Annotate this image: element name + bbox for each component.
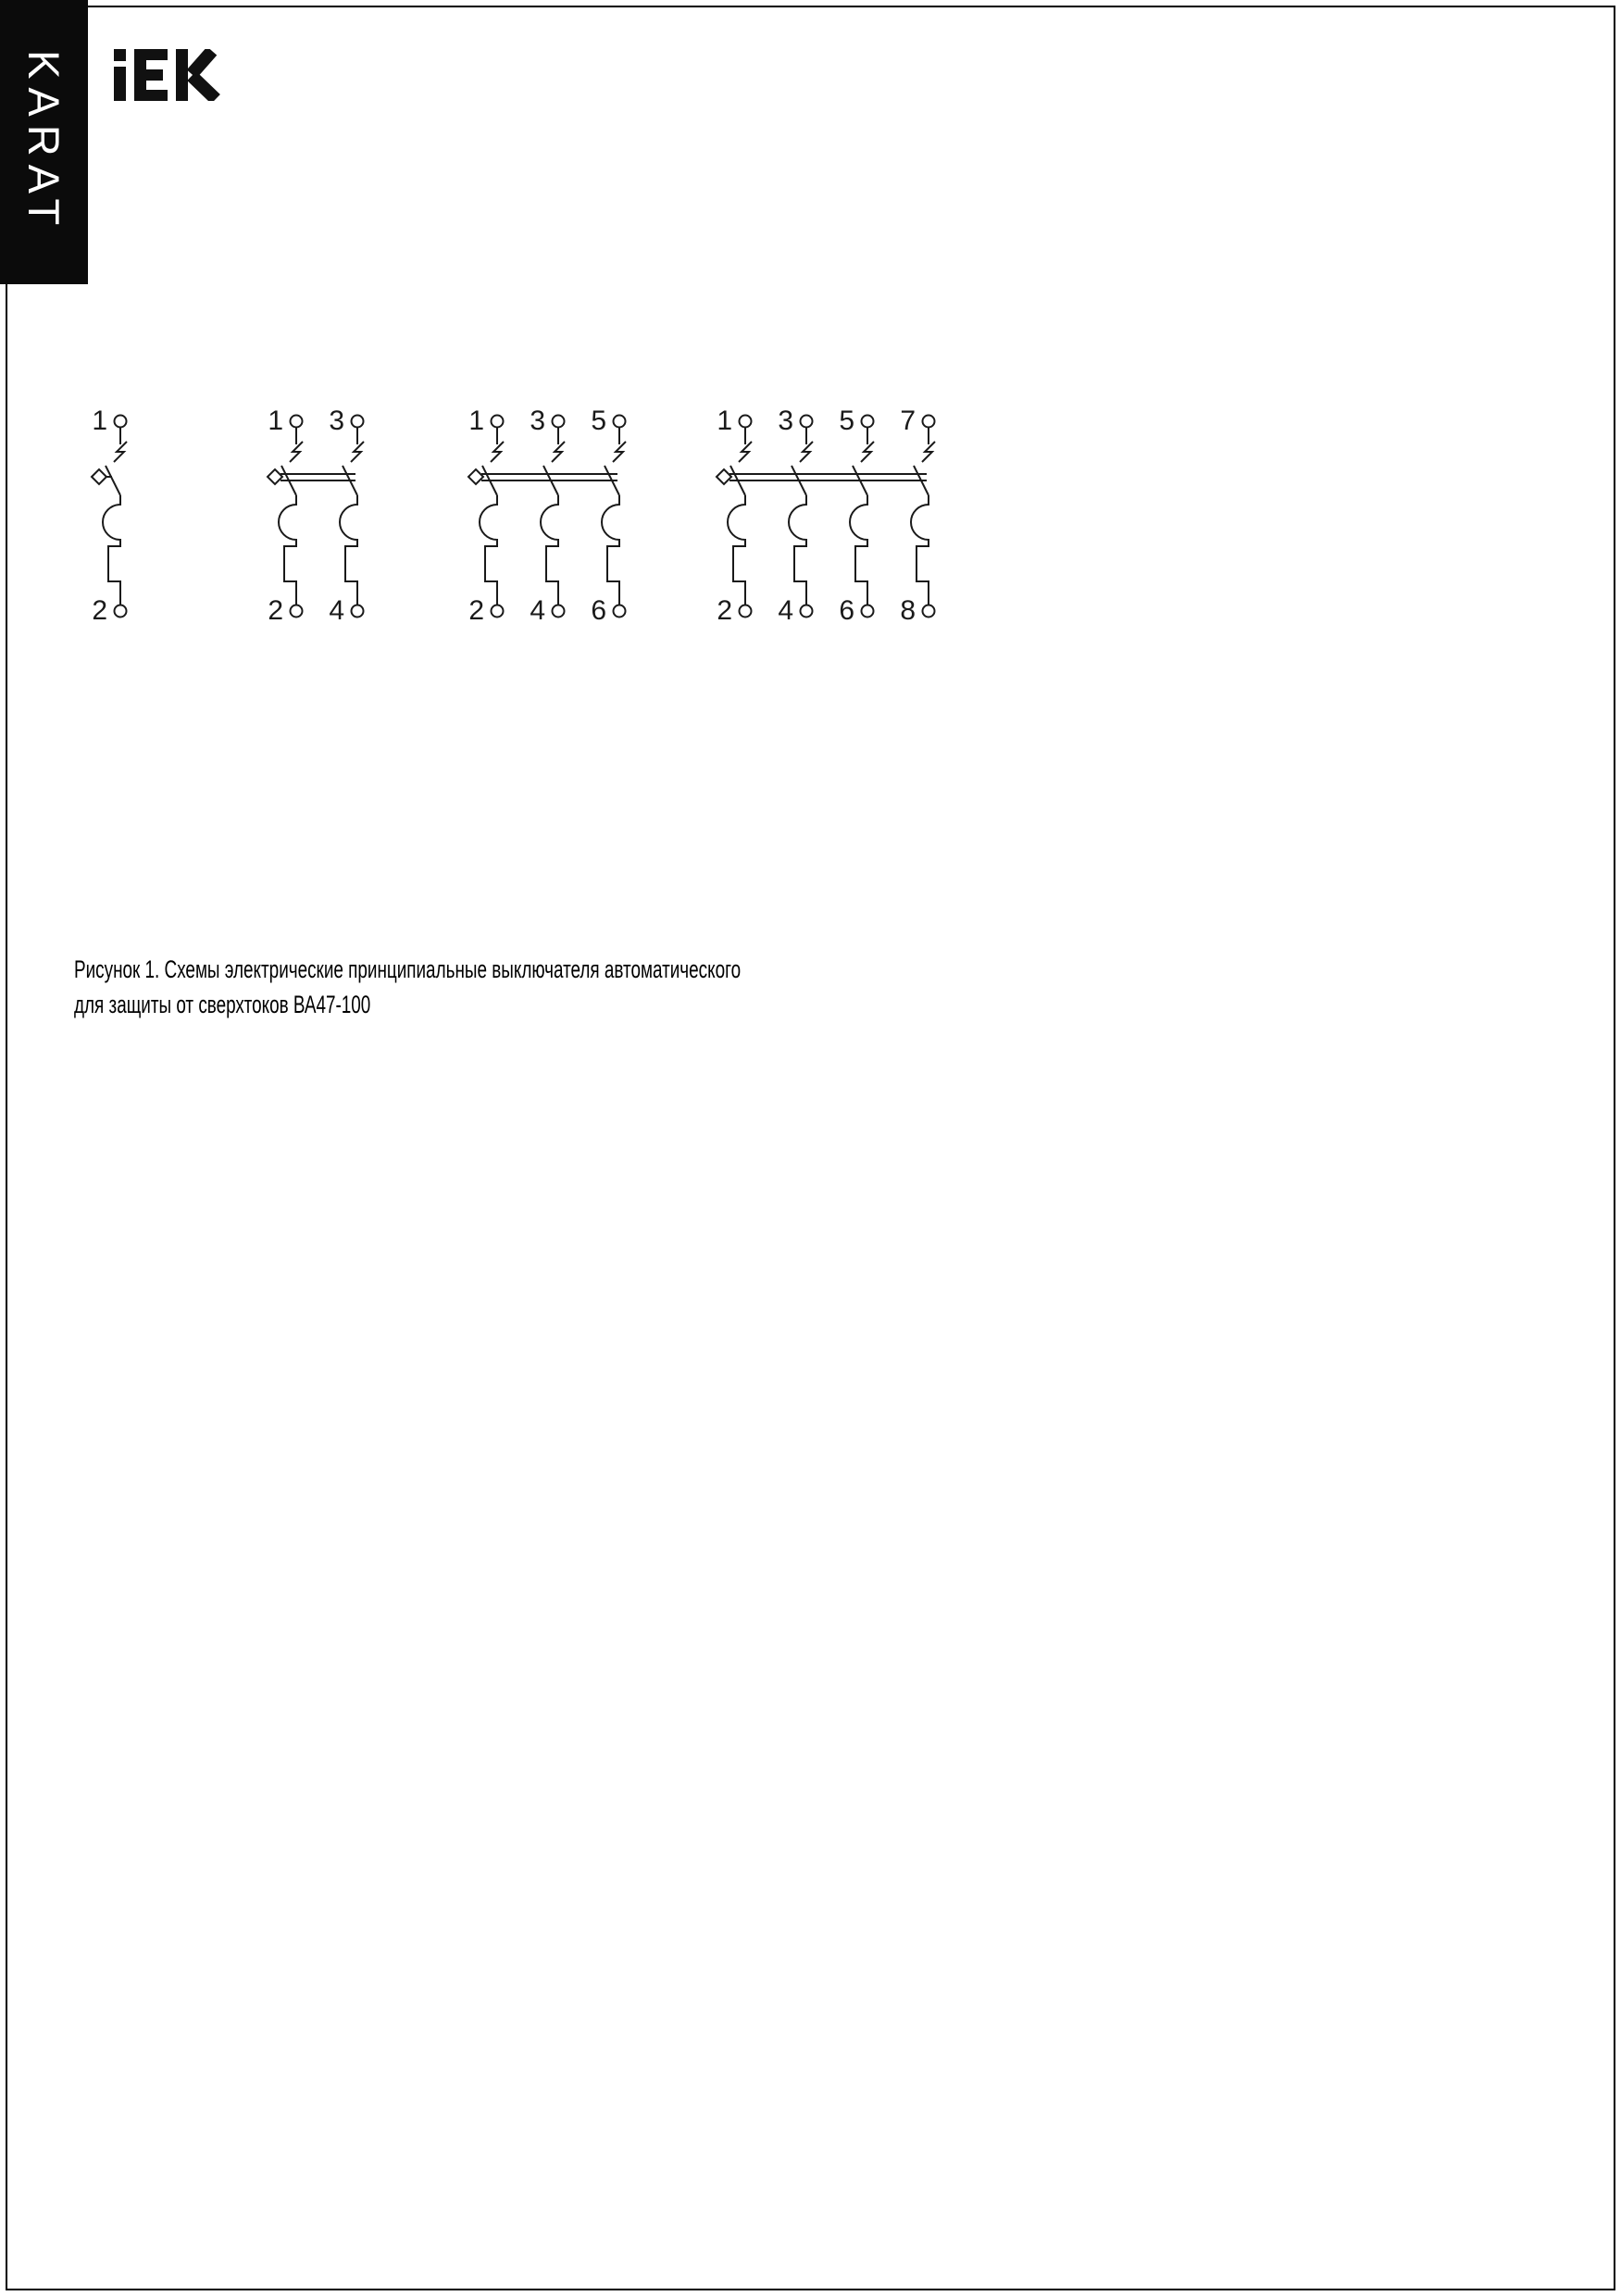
release-elements (480, 495, 497, 605)
bottom-terminal-number: 4 (778, 595, 793, 626)
top-terminal-circle (801, 416, 813, 428)
caption-line-1: Рисунок 1. Схемы электрические принципиальные выключателя автоматического (74, 955, 742, 983)
top-terminal-circle (115, 416, 127, 428)
contact-symbol (922, 442, 935, 462)
logo-e-top-bar (134, 49, 168, 60)
bottom-terminal-circle (614, 605, 626, 618)
caption-line-2: для защиты от сверхтоков ВА47-100 (74, 991, 371, 1018)
bottom-terminal-circle (115, 605, 127, 618)
logo-k-stem (176, 49, 188, 101)
bottom-terminal-number: 2 (717, 595, 732, 626)
schematic-1-pole (80, 401, 141, 637)
contact-symbol (491, 442, 504, 462)
release-elements (279, 495, 296, 605)
logo-i-dot (114, 49, 126, 61)
top-terminal-number: 3 (530, 406, 545, 436)
bottom-terminal-circle (923, 605, 935, 618)
top-terminal-circle (740, 416, 752, 428)
contact-blade (106, 466, 120, 495)
top-terminal-circle (923, 416, 935, 428)
release-elements (789, 495, 806, 605)
logo-i-stem (114, 67, 126, 101)
release-elements (850, 495, 867, 605)
release-elements (541, 495, 558, 605)
bottom-terminal-number: 2 (92, 595, 107, 626)
top-terminal-number: 1 (717, 406, 732, 436)
logo-k-lower-diagonal (192, 76, 216, 99)
series-banner (0, 0, 88, 284)
bottom-terminal-circle (352, 605, 364, 618)
mechanism-diamond (92, 469, 106, 484)
release-elements (728, 495, 745, 605)
schematic-2-pole (256, 401, 378, 637)
contact-symbol (351, 442, 364, 462)
contact-symbol (861, 442, 874, 462)
logo-e-mid-bar (134, 69, 163, 81)
top-terminal-number: 5 (591, 406, 606, 436)
schematic-svg-3-pole (456, 401, 640, 632)
contact-symbol (552, 442, 565, 462)
bottom-terminal-number: 2 (268, 595, 283, 626)
schematic-4-pole (705, 401, 949, 637)
top-terminal-circle (862, 416, 874, 428)
mechanism-diamond (468, 469, 483, 484)
top-terminal-circle (553, 416, 565, 428)
schematic-svg-4-pole (705, 401, 949, 632)
iek-logo (114, 49, 223, 101)
bottom-terminal-number: 4 (530, 595, 545, 626)
release-elements (911, 495, 929, 605)
top-terminal-circle (492, 416, 504, 428)
mechanism-diamond (717, 469, 731, 484)
top-terminal-number: 3 (778, 406, 793, 436)
release-elements (340, 495, 357, 605)
bottom-terminal-circle (862, 605, 874, 618)
page-frame-border (6, 6, 1615, 2290)
bottom-terminal-circle (740, 605, 752, 618)
top-terminal-number: 7 (900, 406, 916, 436)
schematic-3-pole (456, 401, 640, 637)
mechanism-diamond (268, 469, 282, 484)
schematic-svg-2-pole (256, 401, 378, 632)
logo-e-bottom-bar (134, 90, 168, 101)
top-terminal-number: 1 (468, 406, 484, 436)
contact-symbol (114, 442, 127, 462)
bottom-terminal-circle (553, 605, 565, 618)
figure-caption (74, 952, 741, 1022)
schematic-svg-1-pole (80, 401, 141, 632)
bottom-terminal-number: 2 (468, 595, 484, 626)
top-terminal-circle (352, 416, 364, 428)
bottom-terminal-circle (291, 605, 303, 618)
bottom-terminal-circle (801, 605, 813, 618)
release-elements (602, 495, 619, 605)
bottom-terminal-circle (492, 605, 504, 618)
bottom-terminal-number: 8 (900, 595, 916, 626)
contact-symbol (613, 442, 626, 462)
top-terminal-number: 1 (92, 406, 107, 436)
logo-k-upper-diagonal (192, 51, 212, 74)
top-terminal-number: 1 (268, 406, 283, 436)
iek-logo-letters (114, 49, 216, 101)
top-terminal-number: 5 (839, 406, 854, 436)
contact-symbol (800, 442, 813, 462)
top-terminal-circle (614, 416, 626, 428)
top-terminal-circle (291, 416, 303, 428)
contact-symbol (739, 442, 752, 462)
series-name: KARAT (19, 50, 69, 234)
bottom-terminal-number: 4 (329, 595, 344, 626)
release-elements (103, 495, 120, 605)
top-terminal-number: 3 (329, 406, 344, 436)
bottom-terminal-number: 6 (591, 595, 606, 626)
bottom-terminal-number: 6 (839, 595, 854, 626)
contact-symbol (290, 442, 303, 462)
schematics-row (0, 401, 1621, 642)
